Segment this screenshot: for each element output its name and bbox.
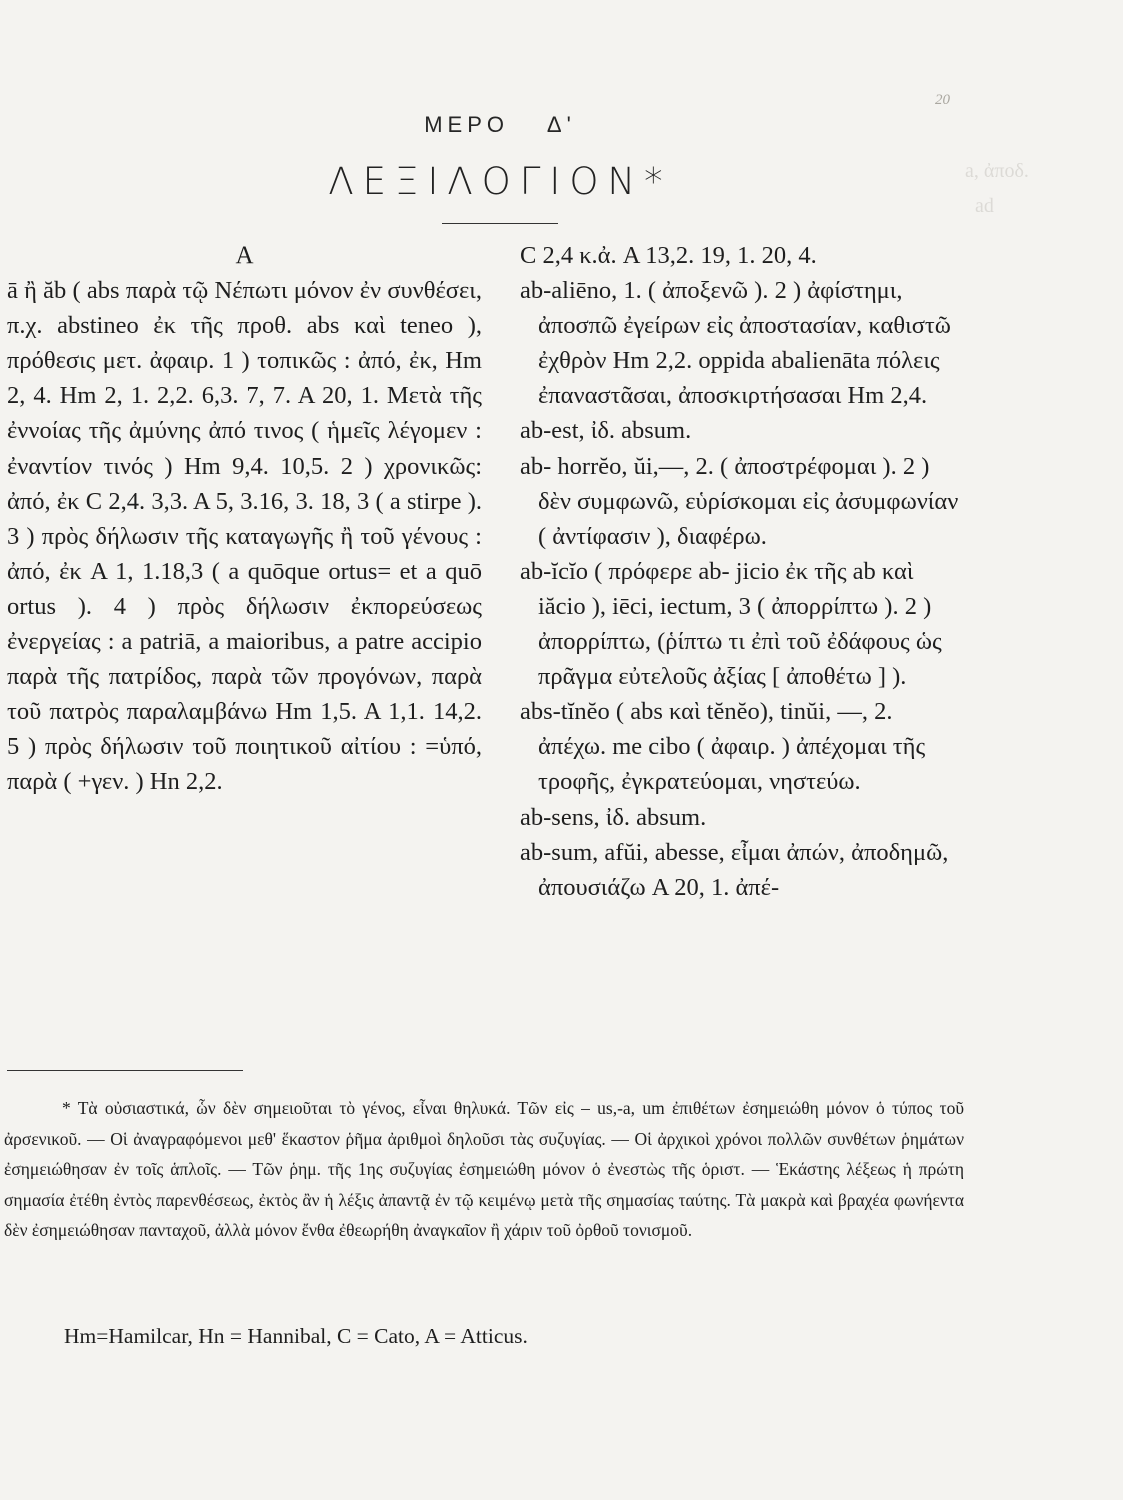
entry-abhorreo: ab- horrĕo, ŭi,—, 2. ( ἀποστρέφομαι ). 2 ) δὲν συμφωνῶ, εὑρίσκομαι εἰς ἀσυμφωνίαν ( ἀντίφασιν ), διαφέρω. (520, 452, 959, 550)
show-through-text: ad (975, 195, 994, 217)
footnote-rule (7, 1070, 243, 1071)
right-column (520, 238, 965, 905)
entry-abalieno: ab-aliēno, 1. ( ἀποξενῶ ). 2 ) ἀφίστημι, ἀποσπῶ ἐγείρων εἰς ἀποστασίαν, καθιστῶ ἐχθρὸν Hm 2,2. oppida abalienāta πόλεις ἐπαναστᾶσαι, ἀποσκιρτήσασαι Hm 2,4. (520, 277, 951, 410)
page-title: ΛΕΞΙΛΟΓΙΟΝ* (328, 160, 672, 203)
page-number: 20 (935, 92, 950, 108)
entry-abicio: ab-ĭcĭo ( πρόφερε ab- jicio ἐκ τῆς ab καὶ iăcio ), iēci, iectum, 3 ( ἀπορρίπτω ). 2 ) ἀπορρίπτω, (ῥίπτω τι ἐπὶ τοῦ ἐδάφους ὡς πρᾶγμα εὐτελοῦς ἀξίας [ ἀποθέτω ] ). (520, 557, 942, 691)
abbreviations-line: Hm=Hamilcar, Hn = Hannibal, C = Cato, A = Atticus. (64, 1324, 528, 1348)
entry-continuation: C 2,4 κ.ἀ. A 13,2. 19, 1. 20, 4. (520, 242, 817, 269)
title-rule (442, 223, 558, 224)
show-through-text: a, ἀποδ. (965, 160, 1029, 182)
entry-absens: ab-sens, ἰδ. absum. (520, 803, 707, 831)
part-heading: ΜΕΡΟ Δ' (424, 112, 576, 137)
left-column (7, 238, 482, 800)
entry-abstineo: abs-tĭnĕo ( abs καὶ tĕnĕo), tinŭi, —, 2. ἀπέχω. me cibo ( ἀφαιρ. ) ἀπέχομαι τῆς τροφῆς, ἐγκρατεύομαι, νηστεύω. (520, 698, 926, 796)
entry-abest: ab-est, ἰδ. absum. (520, 417, 692, 445)
section-letter: Α (235, 242, 254, 269)
entry-absum: ab-sum, afŭi, abesse, εἶμαι ἀπών, ἀποδημῶ, ἀπουσιάζω A 20, 1. ἀπέ- (520, 838, 949, 901)
entry-a: ā ἢ ăb ( abs παρὰ τῷ Νέπωτι μόνον ἐν συνθέσει, π.χ. abstineo ἐκ τῆς προθ. abs καὶ teneo ), πρόθεσις μετ. ἀφαιρ. 1 ) τοπικῶς : ἀπό, ἐκ, Hm 2, 4. Hm 2, 1. 2,2. 6,3. 7, 7. A 20, 1. Μετὰ τῆς ἐννοίας τῆς ἀμύνης ἀπό τινος ( ἡμεῖς λέγομεν : ἐναντίον τινός ) Hm 9,4. 10,5. 2 ) χρονικῶς: ἀπό, ἐκ C 2,4. 3,3. A 5, 3.16, 3. 18, 3 ( a stirpe ). 3 ) πρὸς δήλωσιν τῆς καταγωγῆς ἢ τοῦ γένους : ἀπό, ἐκ A 1, 1.18,3 ( a quōque ortus= et a quō ortus ). 4 ) πρὸς δήλωσιν ἐκπορεύσεως ἐνεργείας : a patriā, a maioribus, a patre accipio παρὰ τῆς πατρίδος, παρὰ τῶν προγόνων, παρὰ τοῦ πατρὸς παραλαμβάνω Hm 1,5. A 1,1. 14,2. 5 ) πρὸς δήλωσιν τοῦ ποιητικοῦ αἰτίου : =ὑπό, παρὰ ( +γεν. ) Hn 2,2. (7, 277, 482, 796)
footnote: * Τὰ οὐσιαστικά, ὧν δὲν σημειοῦται τὸ γένος, εἶναι θηλυκά. Τῶν εἰς – us,-a, um ἐπιθέτων ἐσημειώθη μόνον ὁ τύπος τοῦ ἀρσενικοῦ. — Οἱ ἀναγραφόμενοι μεθ' ἕκαστον ῥῆμα ἀριθμοὶ δηλοῦσι τὰς συζυγίας. — Οἱ ἀρχικοὶ χρόνοι πολλῶν συνθέτων ῥημάτων ἐσημειώθησαν ἐν τοῖς ἁπλοῖς. — Τῶν ῥημ. τῆς 1ης συζυγίας ἐσημειώθη μόνον ὁ ἐνεστὼς τῆς ὁριστ. — Ἑκάστης λέξεως ἡ πρώτη σημασία ἐτέθη ἐντὸς παρενθέσεως, ἐκτὸς ἂν ἡ λέξις ἀπαντᾷ ἐν τῷ κειμένῳ μετὰ τῆς σημασίας ταύτης. Τὰ μακρὰ καὶ βραχέα φωνήεντα δὲν ἐσημειώθησαν πανταχοῦ, ἀλλὰ μόνον ἔνθα ἐθεωρήθη ἀναγκαῖον ἢ χάριν τοῦ ὀρθοῦ τονισμοῦ. (4, 1098, 964, 1240)
